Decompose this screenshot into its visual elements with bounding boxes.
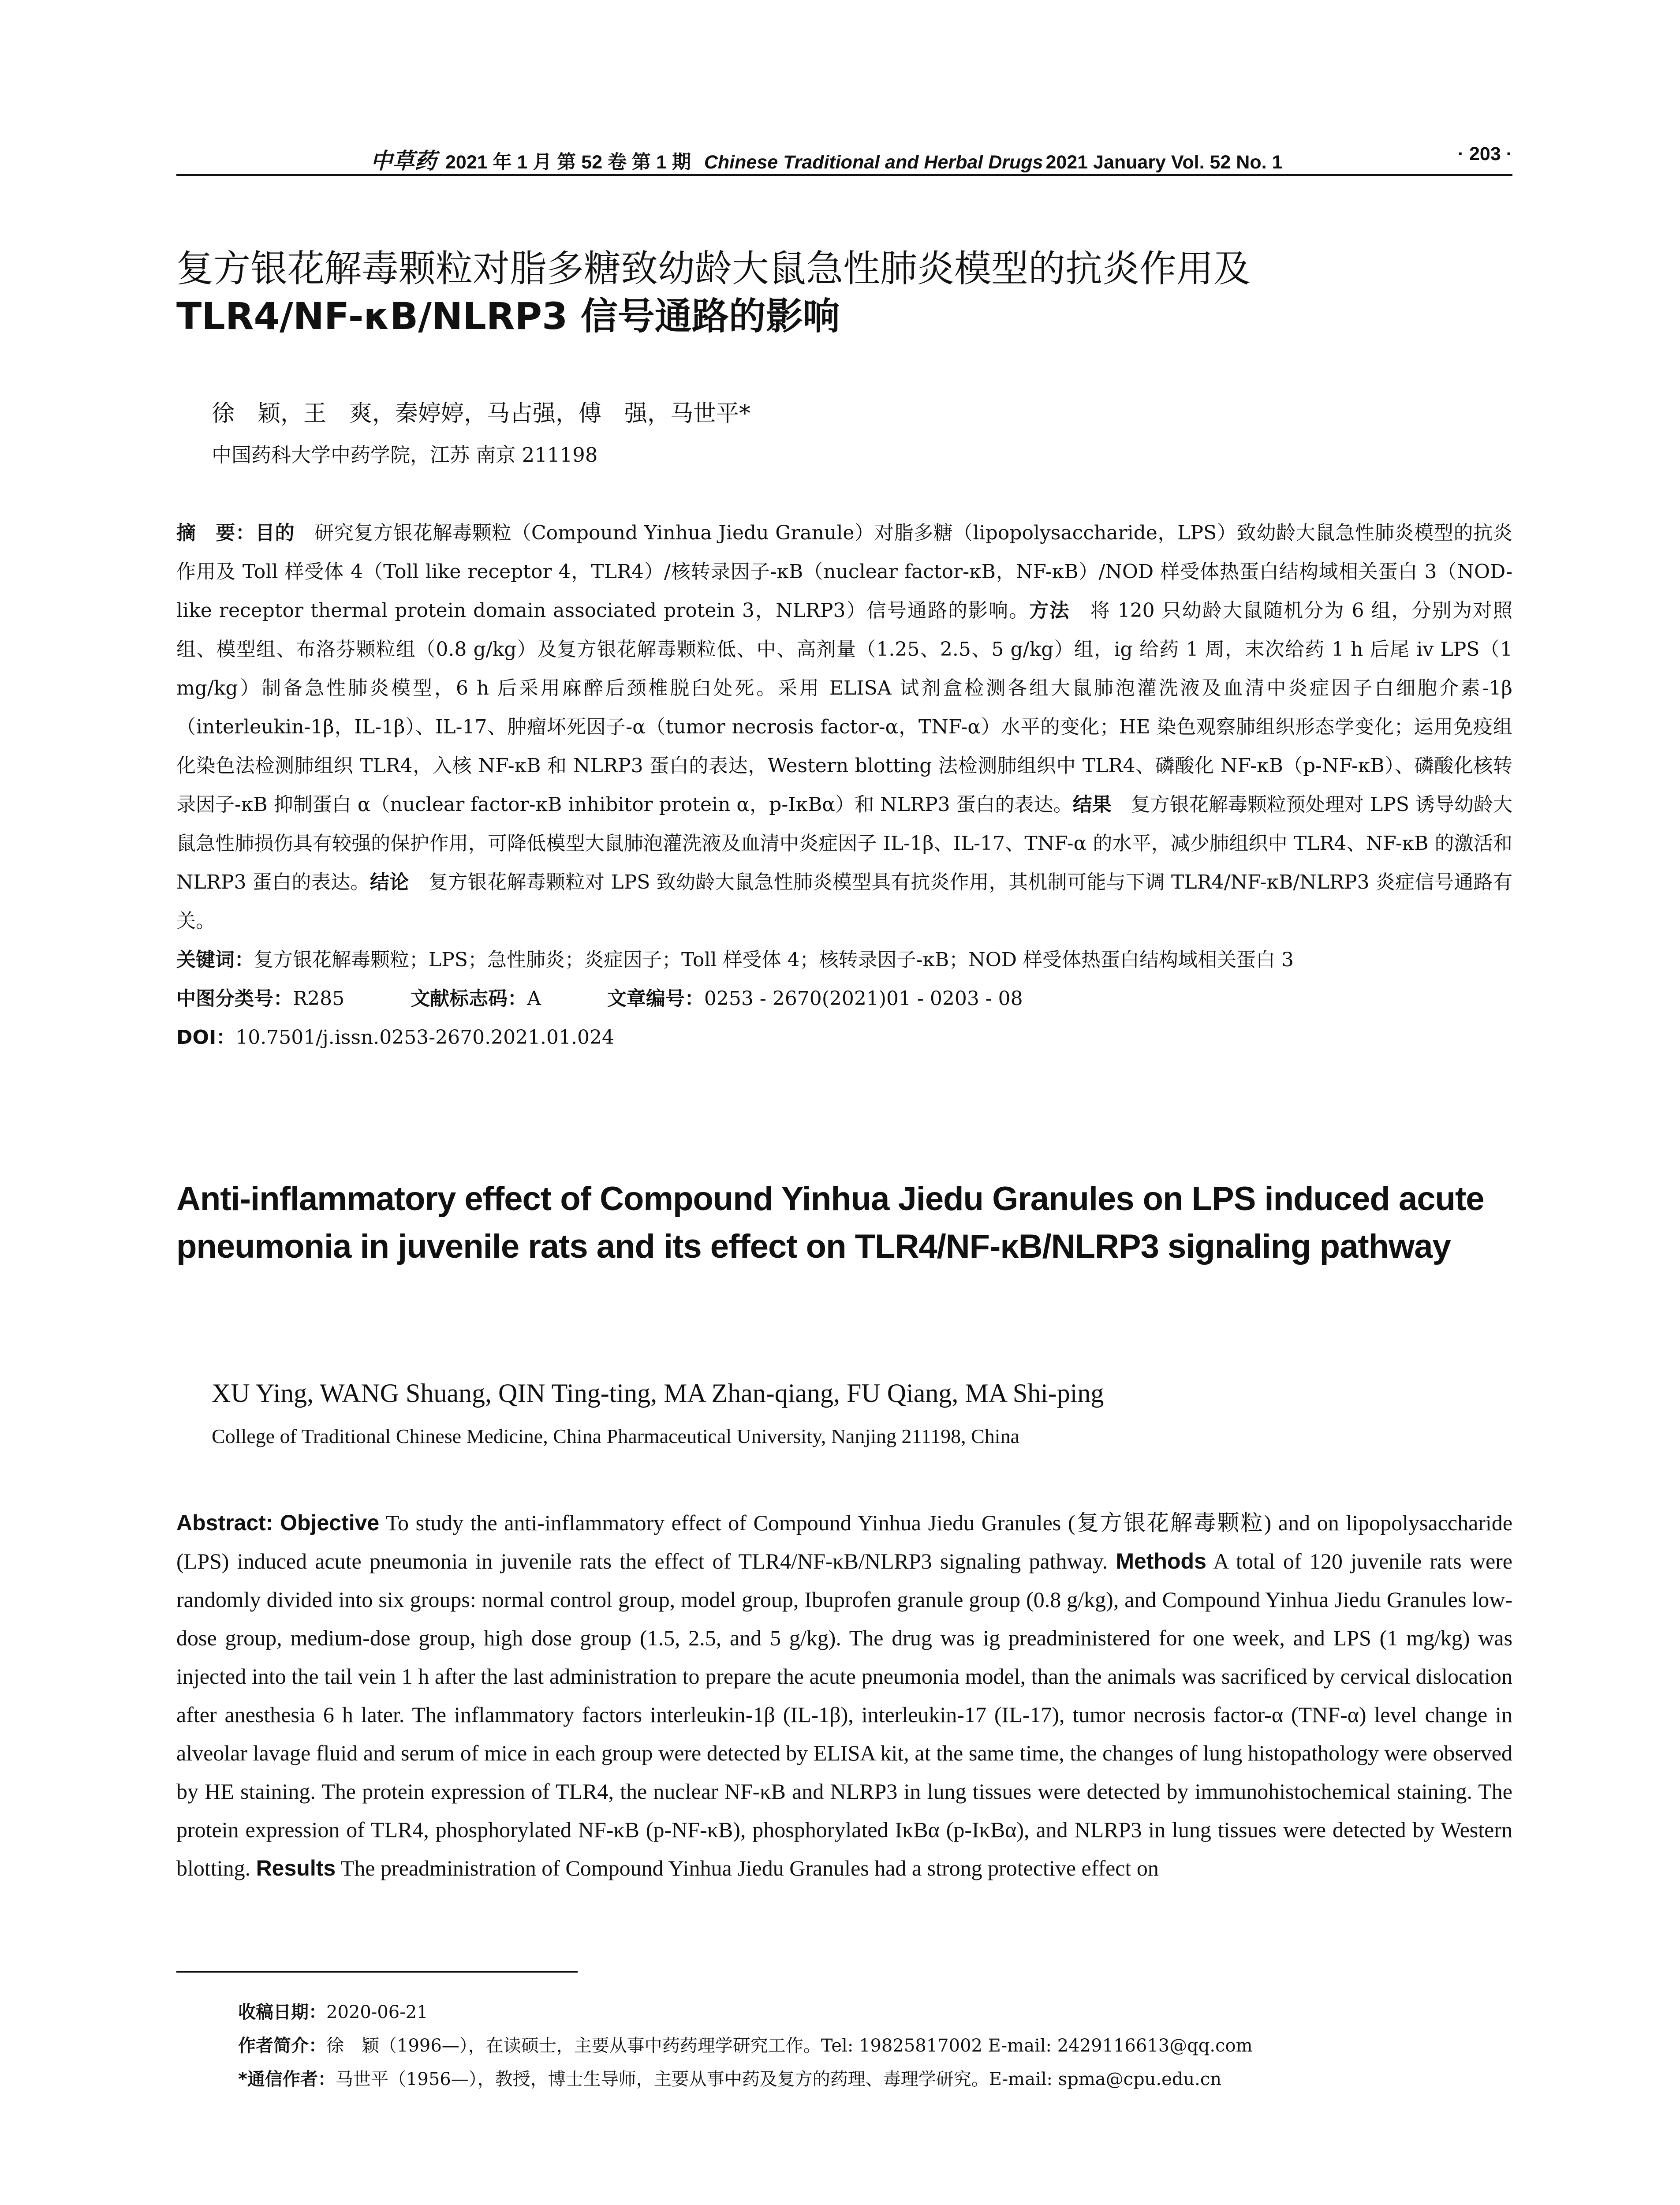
affiliation-en: College of Traditional Chinese Medicine, China Pharmaceutical University, Nanjing 211198, China — [212, 1425, 1020, 1447]
results-en-label: Results — [256, 1856, 336, 1880]
issue-info-cn: 2021 年 1 月 第 52 卷 第 1 期 — [445, 152, 691, 173]
author-bio-label: 作者简介： — [238, 2036, 326, 2056]
footnote-received — [238, 1996, 1517, 2029]
classification-line — [176, 979, 1512, 1018]
objective-cn-label: 目的 — [255, 522, 295, 544]
affiliation-cn: 中国药科大学中药学院，江苏 南京 211198 — [212, 443, 598, 467]
abstract-cn — [176, 514, 1512, 1057]
methods-cn-text: 将 120 只幼龄大鼠随机分为 6 组，分别为对照组、模型组、布洛芬颗粒组（0.8 g/kg）及复方银花解毒颗粒低、中、高剂量（1.25、2.5、5 g/kg）组，ig 给药 1 周，末次给药 1 h 后尾 iv LPS（1 mg/kg）制备急性肺炎模型，6 h 后采用麻醉后颈椎脱臼处死。采用 ELISA 试剂盒检测各组大鼠肺泡灌洗液及血清中炎症因子白细胞介素-1β（interleukin-1β，IL-1β）、IL-17、肿瘤坏死因子-α（tumor necrosis factor-α，TNF-α）水平的变化；HE 染色观察肺组织形态学变化；运用免疫组化染色法检测肺组织 TLR4，入核 NF-κB 和 NLRP3 蛋白的表达，Western blotting 法检测肺组织中 TLR4、磷酸化 NF-κB（p-NF-κB）、磷酸化核转录因子-κB 抑制蛋白 α（nuclear factor-κB inhibitor protein α，p-IκBα）和 NLRP3 蛋白的表达。 — [176, 599, 1512, 816]
doi-value[interactable]: 10.7501/j.issn.0253-2670.2021.01.024 — [235, 1026, 614, 1049]
keywords-cn-text: 复方银花解毒颗粒；LPS；急性肺炎；炎症因子；Toll 样受体 4；核转录因子-κB；NOD 样受体热蛋白结构域相关蛋白 3 — [254, 949, 1294, 971]
methods-cn-label: 方法 — [1029, 599, 1070, 622]
results-en-text: The preadministration of Compound Yinhua Jiedu Granules had a strong protective effect on — [336, 1856, 1159, 1880]
footnote-author — [238, 2029, 1517, 2063]
footnote-corresponding — [238, 2063, 1517, 2096]
page-number: · 203 · — [1457, 143, 1512, 164]
title-cn-line-1: 复方银花解毒颗粒对脂多糖致幼龄大鼠急性肺炎模型的抗炎作用及 — [176, 247, 1251, 290]
objective-cn-text: 研究复方银花解毒颗粒（Compound Yinhua Jiedu Granule）对脂多糖（lipopolysaccharide，LPS）致幼龄大鼠急性肺炎模型的抗炎作用及 Toll 样受体 4（Toll like receptor 4，TLR4）/核转录因子-κB（nuclear factor-κB，NF-κB）/NOD 样受体热蛋白结构域相关蛋白 3（NOD-like receptor thermal protein domain associated protein 3，NLRP3）信号通路的影响。 — [176, 522, 1513, 622]
abstract-en — [176, 1504, 1512, 1887]
authors-cn: 徐 颖，王 爽，秦婷婷，马占强，傅 强，马世平* — [212, 400, 751, 427]
header-rule — [176, 174, 1512, 176]
title-cn-line-2: TLR4/NF-κB/NLRP3 信号通路的影响 — [176, 295, 840, 338]
conclusion-cn-text: 复方银花解毒颗粒对 LPS 致幼龄大鼠急性肺炎模型具有抗炎作用，其机制可能与下调 TLR4/NF-κB/NLRP3 炎症信号通路有关。 — [176, 871, 1513, 932]
received-label: 收稿日期： — [238, 2002, 326, 2022]
clc-label: 中图分类号： — [176, 987, 293, 1010]
methods-en-text: A total of 120 juvenile rats were randomly divided into six groups: normal control group, model group, Ibuprofen granule group (0.8 g/kg), and Compound Yinhua Jiedu Granules low-dose group, medium-dose group, high dose group (1.5, 2.5, and 5 g/kg). The drug was ig preadministered for one week, and LPS (1 mg/kg) was injected into the tail vein 1 h after the last administration to prepare the acute pneumonia model, than the animals was sacrificed by cervical dislocation after anesthesia 6 h later. The inflammatory factors interleukin-1β (IL-1β), interleukin-17 (IL-17), tumor necrosis factor-α (TNF-α) level change in alveolar lavage fluid and serum of mice in each group were detected by ELISA kit, at the same time, the changes of lung histopathology were observed by HE staining. The protein expression of TLR4, the nuclear NF-κB and NLRP3 in lung tissues were detected by immunohistochemical staining. The protein expression of TLR4, phosphorylated NF-κB (p-NF-κB), phosphorylated IκBα (p-IκBα), and NLRP3 in lung tissues were detected by Western blotting. — [176, 1549, 1512, 1880]
abstract-en-label: Abstract: — [176, 1510, 273, 1535]
doc-code-value: A — [527, 987, 541, 1010]
running-head — [176, 143, 1512, 174]
abstract-cn-body — [176, 514, 1512, 941]
issue-info-en: 2021 January Vol. 52 No. 1 — [1045, 152, 1283, 173]
article-no-value: 0253 - 2670(2021)01 - 0203 - 08 — [704, 987, 1023, 1010]
journal-logo: 中草药 — [370, 148, 437, 174]
author-bio-value: 徐 颖（1996—），在读硕士，主要从事中药药理学研究工作。Tel: 19825817002 E-mail: 2429116613@qq.com — [326, 2036, 1253, 2056]
corresponding-label: *通信作者： — [238, 2069, 336, 2089]
article-no-label: 文章编号： — [607, 987, 704, 1010]
authors-en: XU Ying, WANG Shuang, QIN Ting-ting, MA Zhan-qiang, FU Qiang, MA Shi-ping — [212, 1379, 1104, 1408]
corresponding-value: 马世平（1956—），教授，博士生导师，主要从事中药及复方的药理、毒理学研究。E-mail: spma@cpu.edu.cn — [335, 2069, 1222, 2089]
keywords-cn — [176, 941, 1512, 979]
conclusion-cn-label: 结论 — [370, 871, 409, 893]
methods-en-label: Methods — [1116, 1549, 1206, 1573]
doc-code-label: 文献标志码： — [411, 987, 527, 1010]
journal-name-en: Chinese Traditional and Herbal Drugs — [704, 152, 1043, 173]
title-cn — [176, 245, 1521, 340]
doi-line — [176, 1018, 1512, 1057]
abstract-cn-label: 摘 要： — [176, 522, 255, 544]
title-en: Anti-inflammatory effect of Compound Yinhua Jiedu Granules on LPS induced acute pneumonia in juvenile rats and its effect on TLR4/NF-κB/NLRP3 signaling pathway — [176, 1180, 1484, 1265]
received-value: 2020-06-21 — [326, 2002, 428, 2022]
keywords-cn-label: 关键词： — [176, 949, 254, 971]
footnotes — [238, 1996, 1517, 2096]
results-cn-label: 结果 — [1072, 793, 1112, 816]
doi-label: DOI： — [176, 1026, 236, 1049]
clc-value: R285 — [293, 987, 345, 1010]
objective-en-text: To study the anti-inflammatory effect of Compound Yinhua Jiedu Granules (复方银花解毒颗粒) and on lipopolysaccharide (LPS) induced acute pneumonia in juvenile rats the effect of TLR4/NF-κB/NLRP3 signaling pathway. — [176, 1510, 1513, 1573]
objective-en-label: Objective — [280, 1510, 380, 1535]
footnote-rule — [176, 1971, 578, 1973]
results-cn-text: 复方银花解毒颗粒预处理对 LPS 诱导幼龄大鼠急性肺损伤具有较强的保护作用，可降低模型大鼠肺泡灌洗液及血清中炎症因子 IL-1β、IL-17、TNF-α 的水平，减少肺组织中 TLR4、NF-κB 的激活和 NLRP3 蛋白的表达。 — [176, 793, 1512, 893]
